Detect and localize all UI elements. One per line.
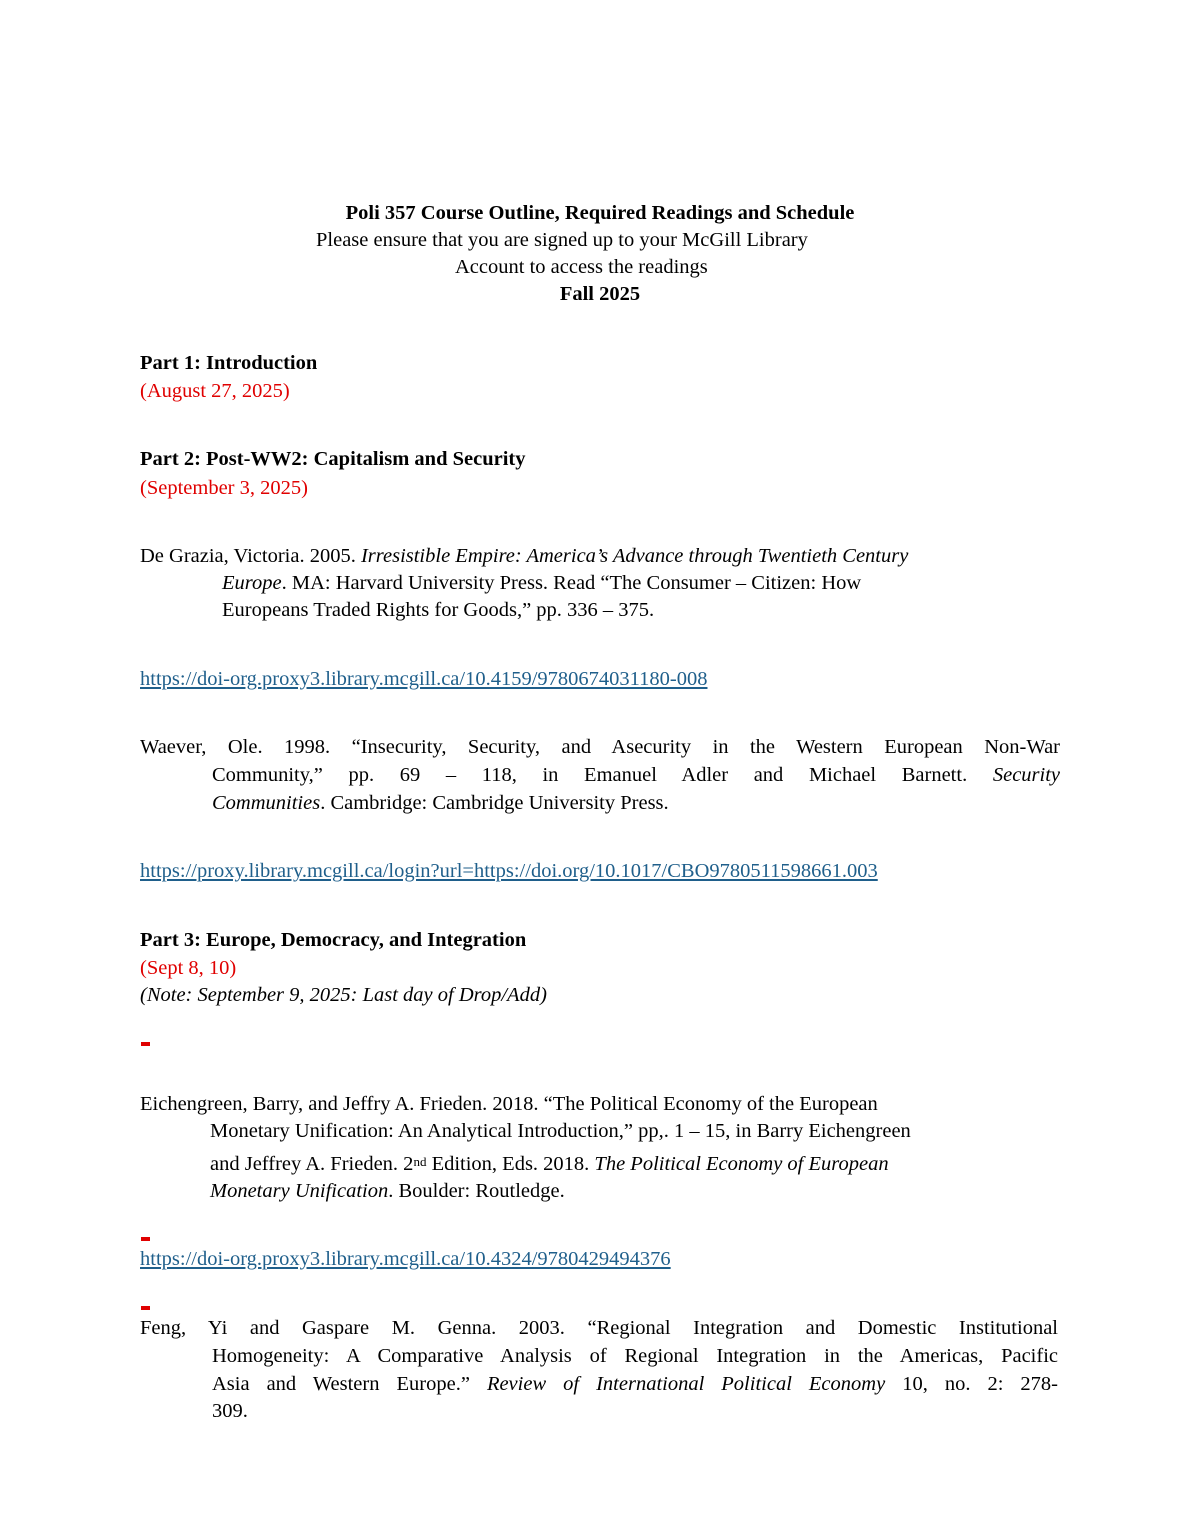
waever-doi-link[interactable]: https://proxy.library.mcgill.ca/login?url=https://doi.org/10.1017/CBO9780511598661.003 [140, 860, 878, 882]
reading-feng-line1: Feng, Yi and Gaspare M. Genna. 2003. “Regional Integration and Domestic Institutional [140, 1317, 1058, 1339]
eichengreen-doi-link[interactable]: https://doi-org.proxy3.library.mcgill.ca/10.4324/9780429494376 [140, 1248, 671, 1270]
red-marker [141, 1237, 150, 1241]
feng-volume-pages: 10, no. 2: 278- [902, 1373, 1058, 1395]
reading-waever-line1: Waever, Ole. 1998. “Insecurity, Security, and Asecurity in the Western European Non-War [140, 736, 1060, 758]
reading-waever-line3 [212, 790, 669, 817]
reading-degrazia-line3: Europeans Traded Rights for Goods,” pp. 336 – 375. [222, 599, 655, 621]
eichengreen-edition: Edition, Eds. 2018. [426, 1153, 595, 1175]
reading-feng-line4: 309. [212, 1400, 248, 1422]
degrazia-book-title: Irresistible Empire: America’s Advance through Twentieth Century [360, 545, 909, 567]
document-title: Poli 357 Course Outline, Required Readings and Schedule [345, 202, 855, 224]
eichengreen-book-title-end: Monetary Unification [210, 1180, 389, 1202]
part3-heading: Part 3: Europe, Democracy, and Integration [140, 929, 527, 951]
part1-date: (August 27, 2025) [140, 380, 290, 402]
reading-feng-line3 [212, 1371, 1058, 1398]
reading-eichengreen-line3 [210, 1151, 889, 1178]
degrazia-doi-link[interactable]: https://doi-org.proxy3.library.mcgill.ca/10.4159/9780674031180-008 [140, 668, 708, 690]
reading-degrazia-line2 [222, 570, 861, 597]
term-label: Fall 2025 [559, 283, 641, 305]
eichengreen-book-title: The Political Economy of European [594, 1153, 889, 1175]
feng-journal-title: Review of International Political Economy [486, 1373, 886, 1395]
degrazia-author-year: De Grazia, Victoria. 2005. [140, 545, 361, 567]
part3-note [140, 982, 547, 1009]
drop-add-note: (Note: September 9, 2025: Last day of Drop/Add) [140, 984, 547, 1006]
red-marker [141, 1042, 150, 1046]
waever-chapter-info: Community,” pp. 69 – 118, in Emanuel Adler and Michael Barnett. [212, 764, 968, 786]
part1-heading: Part 1: Introduction [140, 352, 318, 374]
degrazia-book-title-end: Europe [222, 572, 282, 594]
reading-eichengreen-line2: Monetary Unification: An Analytical Introduction,” pp,. 1 – 15, in Barry Eichengreen [210, 1120, 911, 1142]
edition-superscript: nd [413, 1154, 427, 1169]
subtitle-line-2: Account to access the readings [455, 256, 708, 278]
part2-date: (September 3, 2025) [140, 477, 308, 499]
part2-heading: Part 2: Post-WW2: Capitalism and Security [140, 448, 526, 470]
reading-feng-line2: Homogeneity: A Comparative Analysis of Regional Integration in the Americas, Pacific [212, 1345, 1058, 1367]
waever-publisher: . Cambridge: Cambridge University Press. [320, 792, 669, 814]
subtitle-line-1: Please ensure that you are signed up to your McGill Library [316, 229, 808, 251]
reading-eichengreen-line4 [210, 1178, 565, 1205]
degrazia-publisher: . MA: Harvard University Press. Read “The Consumer – Citizen: How [281, 572, 862, 594]
reading-waever-line2 [212, 762, 1060, 789]
red-marker [141, 1306, 150, 1310]
eichengreen-editors: and Jeffrey A. Frieden. 2 [210, 1153, 414, 1175]
part3-date: (Sept 8, 10) [140, 957, 237, 979]
feng-article-end: Asia and Western Europe.” [212, 1373, 470, 1395]
waever-book-title: Security [992, 764, 1061, 786]
reading-degrazia-line1 [140, 543, 908, 570]
eichengreen-publisher: . Boulder: Routledge. [388, 1180, 565, 1202]
reading-eichengreen-line1: Eichengreen, Barry, and Jeffry A. Frieden. 2018. “The Political Economy of the European [140, 1093, 878, 1115]
waever-book-title-end: Communities [212, 792, 321, 814]
